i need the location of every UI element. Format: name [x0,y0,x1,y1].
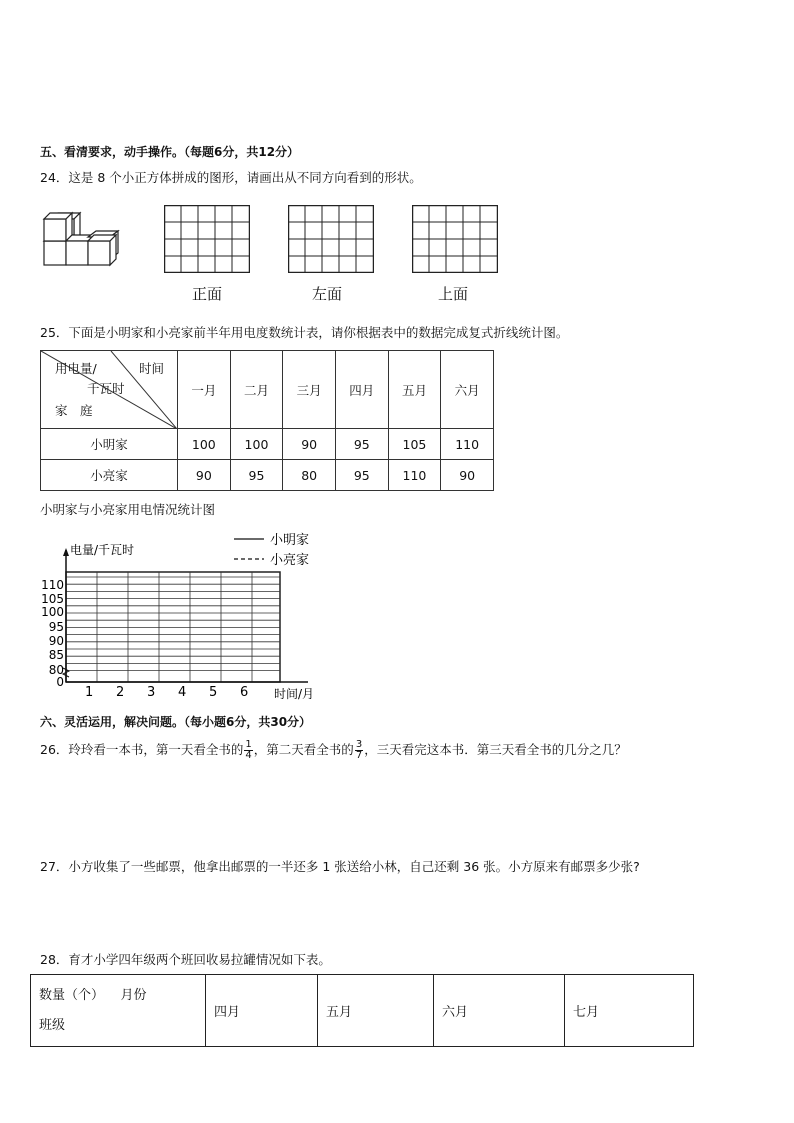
frac-numerator: 3 [355,739,363,750]
corner-mid: 千瓦时 [87,381,125,396]
table-cell: 80 [283,460,336,491]
q26-middle: ，第二天看全书的 [253,742,354,757]
y-tick-label: 100 [41,605,64,619]
cans-table [30,974,694,1047]
table-row [41,429,494,460]
corner-class: 班级 [39,1017,66,1033]
table-cell: 95 [335,460,388,491]
y-axis-label: 电量/千瓦时 [70,543,135,557]
x-tick-label: 1 [85,685,94,700]
x-tick-label: 2 [116,685,125,700]
frac-numerator: 1 [245,739,252,750]
table-row [41,460,494,491]
table-cell: 95 [335,429,388,460]
month-header: 四月 [335,351,388,429]
chart-legend [234,533,309,568]
y-tick-label: 95 [48,620,64,634]
left-view-label: 左面 [312,285,343,303]
left-view-grid[interactable] [288,205,374,273]
y-tick-label: 0 [56,675,64,689]
chart-axes [63,548,308,682]
month-header: 二月 [230,351,283,429]
month-header: 一月 [178,351,231,429]
frac-denominator: 7 [355,750,363,761]
table-cell: 100 [230,429,283,460]
question-28-text: 28．育才小学四年级两个班回收易拉罐情况如下表。 [40,952,331,967]
y-tick-label: 85 [48,648,64,662]
question-26-text [40,740,627,761]
top-view-grid[interactable] [412,205,498,273]
q26-prefix: 26．玲玲看一本书，第一天看全书的 [40,742,244,757]
cube-figure [40,205,126,271]
corner-bottom: 家 庭 [55,403,93,418]
month-header: 五月 [388,351,441,429]
corner-top-left: 用电量/ [55,361,97,376]
q26-suffix: ，三天看完这本书．第三天看全书的几分之几？ [364,742,627,757]
table-cell: 110 [388,460,441,491]
x-tick-label: 3 [147,685,156,700]
month-header: 六月 [441,351,494,429]
x-tick-label: 4 [178,685,187,700]
table-cell: 90 [178,460,231,491]
legend-label: 小明家 [270,533,310,548]
chart-grid [66,572,280,682]
y-tick-label: 80 [48,663,64,677]
section-6-heading: 六、灵活运用，解决问题。（每小题6分，共30分） [40,715,312,729]
frac-denominator: 4 [245,750,252,761]
y-tick-label: 105 [41,592,64,606]
x-axis-label: 时间/月 [274,687,315,701]
section-5-heading: 五、看清要求，动手操作。（每题6分，共12分） [40,145,300,159]
corner-month: 月份 [120,987,147,1003]
table-cell: 110 [441,429,494,460]
x-tick-label: 5 [209,685,218,700]
corner-top [39,986,197,1006]
top-view-label: 上面 [438,285,469,303]
table-cell: 105 [388,429,441,460]
front-view-label: 正面 [192,285,223,303]
x-tick-label: 6 [240,685,249,700]
fraction-one-quarter [244,740,252,761]
corner-quantity: 数量（个） [39,987,105,1003]
table-corner-cell [41,351,178,429]
table-corner-cell [31,975,206,1047]
front-view-grid[interactable] [164,205,250,273]
month-header: 七月 [565,975,694,1047]
chart-title: 小明家与小亮家用电情况统计图 [40,502,216,517]
question-24-text: 24．这是 8 个小正方体拼成的图形，请画出从不同方向看到的形状。 [40,170,422,185]
row-label: 小亮家 [41,460,178,491]
y-axis-arrow [63,548,69,556]
y-tick-label: 110 [41,578,64,592]
question-25-text: 25．下面是小明家和小亮家前半年用电度数统计表，请你根据表中的数据完成复式折线统计图。 [40,325,569,340]
question-27-text: 27．小方收集了一些邮票，他拿出邮票的一半还多 1 张送给小林，自己还剩 36 张。小方原来有邮票多少张? [40,859,640,874]
corner-top-right: 时间 [139,361,165,376]
row-label: 小明家 [41,429,178,460]
month-header: 六月 [434,975,565,1047]
legend-label: 小亮家 [270,553,310,568]
y-tick-label: 90 [48,634,64,648]
line-chart[interactable] [36,526,356,704]
month-header: 五月 [318,975,434,1047]
table-cell: 90 [441,460,494,491]
month-header: 四月 [206,975,318,1047]
electricity-table [40,350,494,491]
table-cell: 90 [283,429,336,460]
table-cell: 95 [230,460,283,491]
fraction-three-sevenths [355,740,363,761]
month-header: 三月 [283,351,336,429]
table-cell: 100 [178,429,231,460]
